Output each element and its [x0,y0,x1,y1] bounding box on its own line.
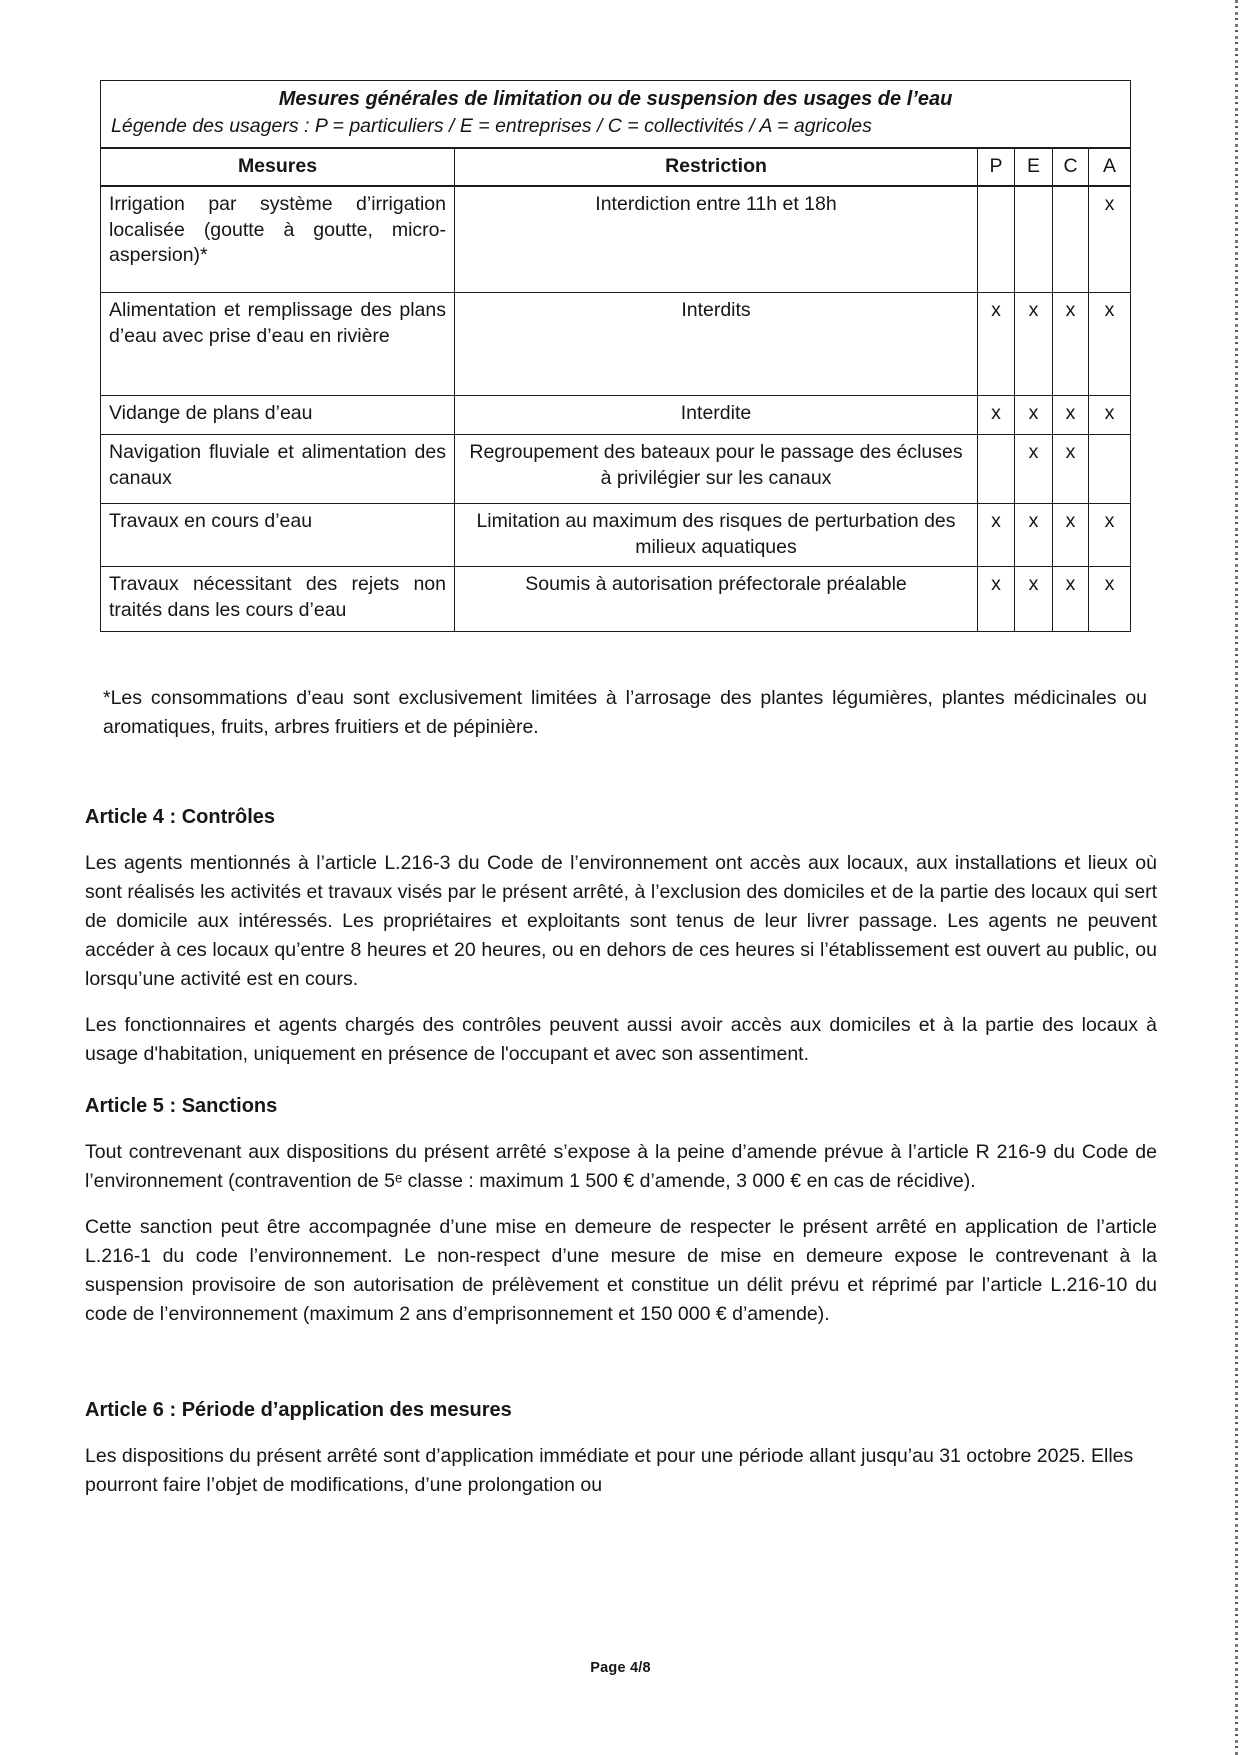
mark-p: x [978,566,1015,631]
mark-a: x [1089,396,1131,435]
article-4-heading: Article 4 : Contrôles [85,806,276,829]
page-number: Page 4/8 [590,1660,651,1676]
table-row [101,504,1131,566]
mark-a: x [1089,566,1131,631]
mark-e: x [1015,293,1053,396]
document-content [85,80,1157,1500]
water-restrictions-table [100,80,1131,632]
mark-c [1053,186,1089,293]
scan-edge-artifact [1235,0,1238,1755]
restriction-cell: Interdiction entre 11h et 18h [455,186,978,293]
mesure-cell: Navigation fluviale et alimentation des canaux [101,435,455,504]
mesure-cell: Travaux nécessitant des rejets non traités dans les cours d’eau [101,566,455,631]
column-header-e: E [1015,148,1053,186]
column-header-c: C [1053,148,1089,186]
mark-e: x [1015,396,1053,435]
article-6-paragraph-1: Les dispositions du présent arrêté sont d’application immédiate et pour une période allant jusqu’au 31 octobre 2025. Elles pourront faire l’objet de modifications, d’une prolongation ou [85,1445,1134,1497]
mark-e: x [1015,566,1053,631]
mark-e [1015,186,1053,293]
restriction-cell: Regroupement des bateaux pour le passage des écluses à privilégier sur les canaux [455,435,978,504]
table-header-row [101,148,1131,186]
restriction-cell: Interdite [455,396,978,435]
article-5-paragraph-2: Cette sanction peut être accompagnée d’une mise en demeure de respecter le présent arrêté en application de l’article L.216-1 du code l’environnement. Le non-respect d’une mesure de mise en demeure expose le contrevenant à la suspension provisoire de son autorisation de prélèvement et constitue un délit prévu et réprimé par l’article L.216-10 du code de l’environnement (maximum 2 ans d’emprisonnement et 150 000 € d’amende). [85,1216,1157,1326]
mark-p: x [978,396,1015,435]
article-5-heading: Article 5 : Sanctions [85,1095,278,1118]
mark-e: x [1015,504,1053,566]
mark-c: x [1053,293,1089,396]
table-row [101,566,1131,631]
table-row [101,293,1131,396]
article-4-paragraph-1: Les agents mentionnés à l’article L.216-3 du Code de l’environnement ont accès aux locaux, aux installations et lieux où sont réalisés les activités et travaux visés par le présent arrêté, à l’exclusion des domiciles et de la partie des locaux qui sert de domicile aux intéressés. Les propriétaires et exploitants sont tenus de leur livrer passage. Les agents ne peuvent accéder à ces locaux qu’entre 8 heures et 20 heures, ou en dehors de ces heures si l’établissement est ouvert au public, ou lorsqu’une activité est en cours. [85,852,1157,991]
table-row [101,435,1131,504]
restriction-cell: Limitation au maximum des risques de perturbation des milieux aquatiques [455,504,978,566]
table-footnote: *Les consommations d’eau sont exclusivement limitées à l’arrosage des plantes légumières, plantes médicinales ou aromatiques, fruits, arbres fruitiers et de pépinière. [103,686,1147,739]
mesure-cell: Irrigation par système d’irrigation localisée (goutte à goutte, micro-aspersion)* [101,186,455,293]
column-header-a: A [1089,148,1131,186]
article-5-paragraph-1: Tout contrevenant aux dispositions du présent arrêté s’expose à la peine d’amende prévue à l’article R 216-9 du Code de l’environnement (contravention de 5ᵉ classe : maximum 1 500 € d’amende, 3 000 € en cas de récidive). [85,1141,1157,1193]
column-header-p: P [978,148,1015,186]
mesure-cell: Travaux en cours d’eau [101,504,455,566]
column-header-mesures: Mesures [101,148,455,186]
restriction-cell: Interdits [455,293,978,396]
article-6-heading: Article 6 : Période d’application des mesures [85,1399,512,1422]
table-legend: Légende des usagers : P = particuliers / E = entreprises / C = collectivités / A = agricoles [111,115,872,138]
mark-c: x [1053,566,1089,631]
column-header-restriction: Restriction [455,148,978,186]
mark-p [978,435,1015,504]
mesure-cell: Alimentation et remplissage des plans d’eau avec prise d’eau en rivière [101,293,455,396]
restriction-cell: Soumis à autorisation préfectorale préalable [455,566,978,631]
table-title-row [101,81,1131,149]
article-4-paragraph-2: Les fonctionnaires et agents chargés des contrôles peuvent aussi avoir accès aux domiciles et à la partie des locaux à usage d'habitation, uniquement en présence de l'occupant et avec son assentiment. [85,1014,1157,1066]
mark-p: x [978,293,1015,396]
mark-a: x [1089,293,1131,396]
mark-a [1089,435,1131,504]
table-row [101,396,1131,435]
mark-a: x [1089,186,1131,293]
mark-e: x [1015,435,1053,504]
table-title: Mesures générales de limitation ou de suspension des usages de l’eau [278,88,953,110]
mark-a: x [1089,504,1131,566]
mesure-cell: Vidange de plans d’eau [101,396,455,435]
mark-c: x [1053,504,1089,566]
mark-c: x [1053,435,1089,504]
mark-p: x [978,504,1015,566]
table-row [101,186,1131,293]
mark-c: x [1053,396,1089,435]
mark-p [978,186,1015,293]
